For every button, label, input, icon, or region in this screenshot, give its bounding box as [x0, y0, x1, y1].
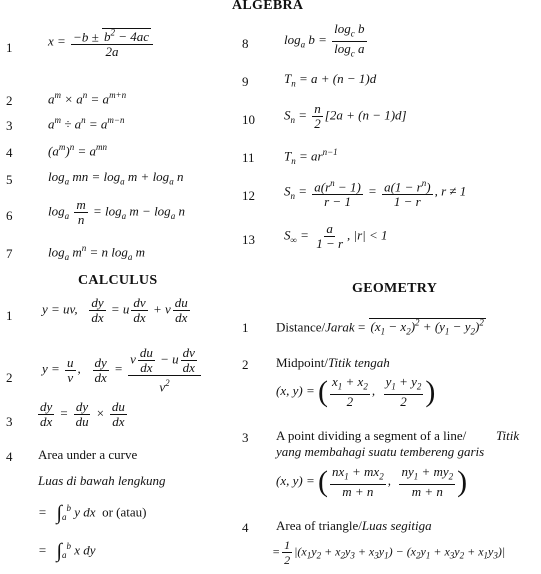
- formula-log-quotient: $\log_a$ $\frac{m}{n}$ = $\log_a m - \log_a n$: [48, 197, 185, 227]
- dividing-point-label-ms: Titik yang membahagi suatu tembereng garis: [276, 428, 520, 459]
- formula-index-multiply: $a^m \times a^n = a^{m+n}$: [48, 90, 127, 107]
- formula-ap-sum: $S_n$ = $\frac{n}{2}$ [2a + (n − 1)d]: [284, 101, 407, 131]
- algebra-num-4: 4: [6, 145, 13, 160]
- algebra-num-11: 11: [242, 150, 255, 165]
- calculus-num-3: 3: [6, 414, 13, 429]
- dividing-point-label: A point dividing a segment of a line/: [276, 428, 467, 443]
- triangle-area-label: Area of triangle/Luas segitiga: [276, 518, 432, 533]
- algebra-num-1: 1: [6, 40, 13, 55]
- algebra-num-13: 13: [242, 232, 255, 247]
- formula-chain-rule: $\frac{dy}{dx}$ = $\frac{dy}{du}$ × $\frac{du}{dx}$: [40, 399, 125, 429]
- heading-calculus: CALCULUS: [78, 273, 158, 288]
- algebra-num-5: 5: [6, 172, 13, 187]
- formula-triangle-area: = $\frac{1}{2}$ $|(x_1y_2 + x_2y_3 + x_3y_1) - (x_2y_1 + x_3y_2 + x_1y_3)|$: [272, 538, 506, 567]
- geometry-num-2: 2: [242, 357, 249, 372]
- formula-midpoint: (x, y) = ( $\frac{x_1 + x_2}{2}$ , $\frac{y_1 + y_2}{2}$ ): [276, 374, 436, 409]
- area-under-curve-label-ms: Luas di bawah lengkung: [38, 473, 166, 488]
- geometry-num-3: 3: [242, 430, 249, 445]
- calculus-num-2: 2: [6, 370, 13, 385]
- formula-quadratic: x = $\frac{-b \pm b^2 - 4ac}{2a}$: [48, 26, 155, 59]
- calculus-num-1: 1: [6, 308, 13, 323]
- geometry-num-1: 1: [242, 320, 249, 335]
- formula-dividing-point: (x, y) = ( $\frac{nx_1 + mx_2}{m + n}$ , $\frac{ny_1 + my_2}{m + n}$ ): [276, 464, 468, 499]
- algebra-num-12: 12: [242, 188, 255, 203]
- algebra-num-3: 3: [6, 118, 13, 133]
- formula-product-rule: y = uv, $\frac{dy}{dx}$ = u $\frac{dv}{dx}$ + v $\frac{du}{dx}$: [42, 295, 188, 325]
- formula-gp-term: $T_n = ar^{n-1}$: [284, 147, 338, 166]
- formula-log-product: $\log_a$ mn = $\log_a m + \log_a n$: [48, 169, 184, 187]
- geometry-num-4: 4: [242, 520, 249, 535]
- formula-index-power: $(a^m)^n = a^{mn}$: [48, 142, 107, 159]
- formula-quotient-rule: y = $\frac{u}{v}$ , $\frac{dy}{dx}$ = v $\frac{du}{dx}$ − u $\frac{dv}{dx}$ $v^2$: [42, 346, 203, 394]
- algebra-num-6: 6: [6, 208, 13, 223]
- algebra-num-2: 2: [6, 93, 13, 108]
- heading-geometry: GEOMETRY: [352, 281, 438, 296]
- formula-ap-term: $T_n = a + (n - 1)d$: [284, 71, 377, 89]
- algebra-num-9: 9: [242, 74, 249, 89]
- formula-log-power: $\log_a m^n = n$ $\log_a m$: [48, 243, 146, 262]
- algebra-num-10: 10: [242, 112, 255, 127]
- formula-area-y: = $\int_a^b$ y dx or (atau): [38, 502, 147, 524]
- area-under-curve-label: Area under a curve: [38, 447, 138, 462]
- algebra-num-8: 8: [242, 36, 249, 51]
- midpoint-label: Midpoint/Titik tengah: [276, 355, 390, 370]
- formula-gp-infinity: $S_\infty$ = $\frac{a}{1 - r}$ , |r| < 1: [284, 221, 388, 251]
- algebra-num-7: 7: [6, 246, 13, 261]
- formula-change-base: $\log_a b$ = $\frac{\log_c b}{\log_c a}$: [284, 21, 365, 59]
- formula-area-x: = $\int_a^b$ x dy: [38, 540, 96, 562]
- heading-algebra: ALGEBRA: [232, 0, 304, 13]
- formula-gp-sum: $S_n$ = $\frac{a(r^n - 1)}{r - 1}$ = $\frac{a(1 - r^n)}{1 - r}$ , r ≠ 1: [284, 178, 467, 210]
- distance-label: Distance/Jarak = $(x_1 - x_2)^2 + (y_1 - y_2)^2$: [276, 318, 484, 337]
- calculus-num-4: 4: [6, 449, 13, 464]
- formula-index-divide: $a^m \div a^n = a^{m-n}$: [48, 115, 125, 132]
